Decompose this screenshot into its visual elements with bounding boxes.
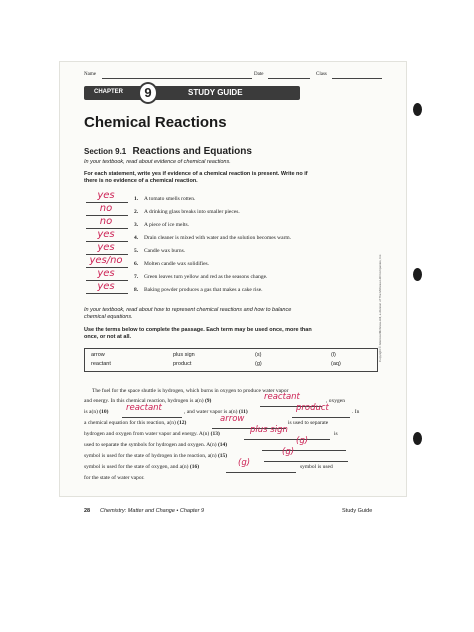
statement-row: [84, 242, 384, 256]
blank-number: (14): [217, 442, 228, 448]
statement-number: 1.: [134, 196, 139, 202]
passage-text: symbol is used: [300, 464, 333, 470]
statement-number: 6.: [134, 261, 139, 267]
blank-number: (9): [204, 398, 212, 404]
section-name: Reactions and Equations: [132, 146, 252, 157]
passage-text: , oxygen: [326, 398, 345, 404]
statement-number: 5.: [134, 248, 139, 254]
study-guide-label: STUDY GUIDE: [188, 88, 243, 97]
term-item: arrow: [91, 352, 105, 358]
blank-number: (11): [238, 409, 248, 415]
statement-row: [84, 229, 384, 243]
passage-line: [84, 453, 384, 459]
handwritten-answer: yes: [97, 268, 115, 279]
part2-intro-line-1: In your textbook, read about how to represent chemical reactions and how to balance: [84, 307, 292, 313]
passage-text: is: [334, 431, 338, 437]
blank-number: (13): [210, 431, 220, 437]
handwritten-answer: yes: [97, 242, 115, 253]
statement-number: 4.: [134, 235, 139, 241]
handwritten-answer: yes/no: [89, 255, 123, 266]
binder-hole: [413, 432, 422, 445]
passage-text: . In: [352, 409, 360, 415]
passage-text: is a(n): [84, 409, 98, 415]
name-label: Name: [84, 72, 96, 77]
handwritten-answer-11: product: [296, 403, 329, 413]
section-intro: In your textbook, read about evidence of chemical reactions.: [84, 159, 231, 165]
statement-row: [84, 268, 384, 282]
statement-text: Green leaves turn yellow and red as the seasons change.: [144, 274, 268, 280]
handwritten-answer-9: reactant: [264, 392, 300, 402]
passage-text: and energy. In this chemical reaction, hydrogen is a(n): [84, 398, 204, 404]
answer-line[interactable]: [86, 293, 128, 294]
statement-text: Drain cleaner is mixed with water and the solution becomes warm.: [144, 235, 292, 241]
instructions-line-1: For each statement, write yes if evidence of a chemical reaction is present. Write no if: [84, 171, 308, 177]
passage-line: The fuel for the space shuttle is hydrogen, which burns in oxygen to produce water vapor: [92, 388, 289, 394]
passage-text: symbol is used for the state of oxygen, and a(n): [84, 464, 189, 470]
copyright-notice: Copyright © Glencoe/McGraw-Hill, a division of The McGraw-Hill Companies, Inc.: [378, 253, 382, 362]
passage-line: [84, 442, 384, 448]
chapter-number-badge: 9: [138, 82, 158, 104]
term-item: plus sign: [173, 352, 195, 358]
handwritten-answer-16: (g): [238, 458, 251, 468]
part2-intro-line-2: chemical equations.: [84, 314, 133, 320]
statement-row: [84, 255, 384, 269]
statement-text: A drinking glass breaks into smaller pieces.: [144, 209, 240, 215]
handwritten-answer: no: [99, 203, 113, 214]
term-item: reactant: [91, 361, 111, 367]
blank-number: (12): [177, 420, 187, 426]
blank-number: (16): [189, 464, 200, 470]
binder-hole: [413, 103, 422, 116]
handwritten-answer-10: reactant: [126, 403, 162, 413]
statement-text: A piece of ice melts.: [144, 222, 190, 228]
statement-text: A tomato smells rotten.: [144, 196, 196, 202]
passage-line: for the state of water vapor.: [84, 475, 145, 481]
page-title: Chemical Reactions: [84, 114, 227, 131]
statement-row: [84, 203, 384, 217]
handwritten-answer-14: (g): [296, 436, 309, 446]
handwritten-answer: yes: [97, 229, 115, 240]
instructions-line-2: there is no evidence of a chemical reaction.: [84, 178, 198, 184]
passage-text: is used to separate: [288, 420, 329, 426]
page-number: 28: [84, 508, 91, 514]
statement-row: [84, 190, 384, 204]
statement-number: 7.: [134, 274, 139, 280]
handwritten-answer-13: plus sign: [250, 425, 288, 435]
chapter-label: CHAPTER: [94, 89, 124, 95]
footer-study-guide: Study Guide: [342, 508, 373, 514]
date-field-line: [268, 78, 310, 79]
chapter-banner: [84, 86, 300, 100]
passage-text: hydrogen and oxygen from water vapor and energy. A(n): [84, 431, 210, 437]
answer-blank-14[interactable]: [262, 450, 346, 451]
term-item: (l): [331, 352, 336, 358]
answer-blank-15[interactable]: [264, 461, 348, 462]
handwritten-answer: no: [99, 216, 113, 227]
answer-blank-13[interactable]: [244, 439, 330, 440]
binder-hole: [413, 268, 422, 281]
passage-line: [84, 431, 384, 437]
term-item: (s): [255, 352, 262, 358]
term-bank: [84, 348, 378, 372]
passage-line: [84, 464, 384, 470]
statement-row: [84, 281, 384, 295]
footer-course: Chemistry: Matter and Change • Chapter 9: [100, 508, 205, 514]
statement-number: 2.: [134, 209, 139, 215]
class-label: Class: [316, 72, 327, 77]
statement-text: Molten candle wax solidifies.: [144, 261, 210, 267]
worksheet-page: [60, 62, 406, 514]
answer-blank-11[interactable]: [292, 417, 350, 418]
section-heading: [84, 146, 252, 157]
passage-text: used to separate the symbols for hydrogen and oxygen. A(n): [84, 442, 217, 448]
date-label: Date: [254, 72, 264, 77]
statement-number: 3.: [134, 222, 139, 228]
section-number: Section 9.1: [84, 147, 127, 156]
class-field-line: [332, 78, 382, 79]
blank-number: (15): [217, 453, 228, 459]
term-item: (g): [255, 361, 262, 367]
handwritten-answer-12: arrow: [220, 414, 245, 424]
term-item: product: [173, 361, 192, 367]
answer-blank-16[interactable]: [226, 472, 296, 473]
statement-row: [84, 216, 384, 230]
statement-text: Candle wax burns.: [144, 248, 186, 254]
blank-number: (10): [99, 409, 109, 415]
statement-text: Baking powder produces a gas that makes a cake rise.: [144, 287, 263, 293]
answer-blank-10[interactable]: [122, 417, 182, 418]
part2-instructions-line-2: once, or not at all.: [84, 334, 132, 340]
name-field-line: [102, 78, 252, 79]
statement-number: 8.: [134, 287, 139, 293]
term-item: (aq): [331, 361, 341, 367]
passage-text: , and water vapor is a(n): [184, 409, 238, 415]
handwritten-answer: yes: [97, 281, 115, 292]
part2-instructions-line-1: Use the terms below to complete the passage. Each term may be used once, more than: [84, 327, 312, 333]
passage-text: symbol is used for the state of hydrogen in the reaction, a(n): [84, 453, 217, 459]
passage-text: a chemical equation for this reaction, a(n): [84, 420, 176, 426]
handwritten-answer-15: (g): [282, 447, 295, 457]
handwritten-answer: yes: [97, 190, 115, 201]
